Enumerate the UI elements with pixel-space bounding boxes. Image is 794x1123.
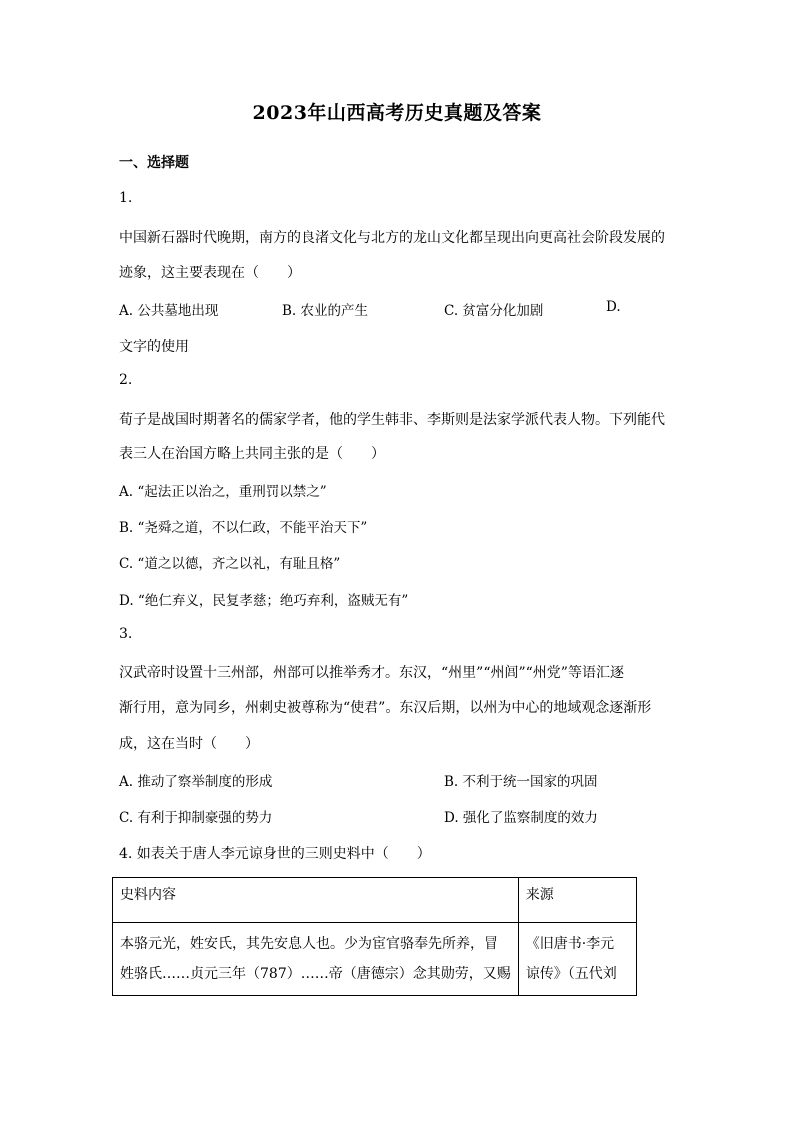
question-3-stem-line-2: 渐行用，意为同乡，州刺史被尊称为“使君”。东汉后期，以州为中心的地域观念逐渐形 xyxy=(119,700,652,716)
question-1-stem-line-2: 迹象，这主要表现在（ ） xyxy=(119,265,301,281)
table-cell-source xyxy=(518,923,636,996)
question-2-option-d: D. “绝仁弃义，民复孝慈；绝巧弃利，盗贼无有” xyxy=(119,593,409,609)
question-2-number: 2. xyxy=(119,372,133,388)
question-1-option-b: B. 农业的产生 xyxy=(282,303,369,319)
question-1-option-c: C. 贫富分化加剧 xyxy=(444,303,544,319)
question-3-option-a: A. 推动了察举制度的形成 xyxy=(119,774,273,790)
question-3-number: 3. xyxy=(119,626,133,642)
question-3-stem-line-1: 汉武帝时设置十三州部，州部可以推举秀才。东汉，“州里”“州闾”“州党”等语汇逐 xyxy=(119,665,624,681)
table-header-source: 来源 xyxy=(518,878,636,923)
table-cell-source-line-1: 《旧唐书·李元 xyxy=(525,936,615,952)
question-1-option-a: A. 公共墓地出现 xyxy=(119,303,219,319)
page-title: 2023年山西高考历史真题及答案 xyxy=(252,102,542,124)
question-2-stem-line-2: 表三人在治国方略上共同主张的是（ ） xyxy=(119,446,385,462)
question-1-stem-line-1: 中国新石器时代晚期，南方的良渚文化与北方的龙山文化都呈现出向更高社会阶段发展的 xyxy=(119,230,665,246)
question-3-option-c: C. 有利于抑制豪强的势力 xyxy=(119,810,273,826)
table-cell-content xyxy=(113,923,519,996)
question-4-stem: 4. 如表关于唐人李元谅身世的三则史料中（ ） xyxy=(119,846,431,862)
question-1-option-d-text: 文字的使用 xyxy=(119,339,189,355)
table-cell-source-line-2: 谅传》（五代刘 xyxy=(525,966,617,982)
question-2-option-c: C. “道之以德，齐之以礼，有耻且格” xyxy=(119,556,341,572)
source-table xyxy=(112,877,637,996)
question-1-option-d: D. xyxy=(606,299,621,315)
question-2-option-b: B. “尧舜之道，不以仁政，不能平治天下” xyxy=(119,520,368,536)
question-3-option-d: D. 强化了监察制度的效力 xyxy=(444,810,598,826)
table-cell-content-line-1: 本骆元光，姓安氏，其先安息人也。少为宦官骆奉先所养，冒 xyxy=(120,936,498,952)
table-cell-content-line-2: 姓骆氏……贞元三年（787）……帝（唐德宗）念其勋劳，又赐 xyxy=(120,966,511,982)
question-1-number: 1. xyxy=(119,190,133,206)
question-2-stem-line-1: 荀子是战国时期著名的儒家学者，他的学生韩非、李斯则是法家学派代表人物。下列能代 xyxy=(119,412,665,428)
table-header-row xyxy=(113,878,637,923)
question-3-option-b: B. 不利于统一国家的巩固 xyxy=(444,774,598,790)
section-heading: 一、选择题 xyxy=(119,155,189,171)
question-3-stem-line-3: 成，这在当时（ ） xyxy=(119,736,259,752)
table-row xyxy=(113,923,637,996)
question-2-option-a: A. “起法正以治之，重刑罚以禁之” xyxy=(119,484,327,500)
table-header-content: 史料内容 xyxy=(113,878,519,923)
